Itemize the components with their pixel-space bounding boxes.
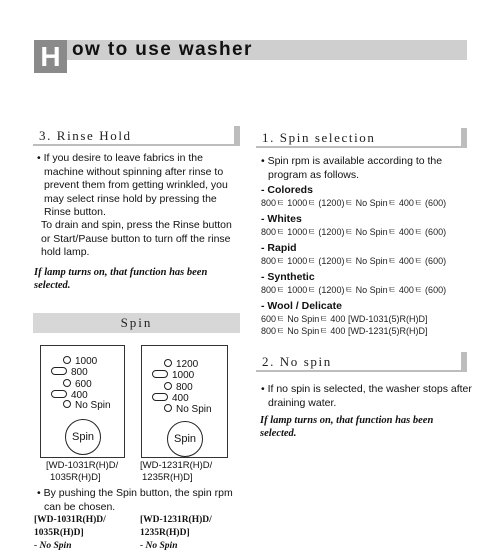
panel-2-caption [140,460,212,484]
option-label: 800 [176,382,193,393]
spin-selection-bullet-text: Spin rpm is available according to the program as follows. [267,155,443,181]
option-circle-icon [63,356,71,364]
program-item [261,242,471,271]
model-label: [WD-1031R(H)D/ [34,515,106,525]
spin-option [152,393,189,404]
spin-selection-heading [256,128,467,148]
spin-selection-bullet: • Spin rpm is available according to the program as follows. [261,155,443,181]
option-circle-icon [63,379,71,387]
spin-option [51,367,88,378]
spin-option [164,404,212,415]
option-line-icon [152,393,168,401]
spin-heading: Spin [33,313,240,333]
model-label: 1035R(H)D] [34,528,84,538]
rinse-hold-heading-text: 3. Rinse Hold [39,128,132,143]
option-circle-icon [164,382,172,390]
program-title: - Synthetic [261,271,315,283]
no-spin-heading [256,352,467,372]
caption-line: [WD-1231R(H)D/ [140,460,213,471]
option-label: 400 [71,390,88,401]
spin-button[interactable]: Spin [167,421,203,457]
model-label: [WD-1231R(H)D/ [140,515,212,525]
panel-1-caption [46,460,118,484]
rinse-hold-note: If lamp turns on, that function has been selected. [34,267,208,291]
program-title: - Rapid [261,242,297,254]
program-values: 600ㅌ No Spinㅌ 400 [WD-1031(5)R(H)D] [261,314,428,324]
program-values: 800ㅌ 1000ㅌ (1200)ㅌ No Spinㅌ 400ㅌ (600) [261,256,447,266]
spin-option [164,382,193,393]
program-item [261,271,471,300]
option-label: 1000 [172,370,195,381]
caption-line: 1235R(H)D] [142,472,193,483]
program-title: - Coloreds [261,184,313,196]
spin-option [63,379,92,390]
page-title: ow to use washer [72,39,253,60]
no-spin-heading-text: 2. No spin [262,354,332,369]
spin-list-item: - No Spin [34,541,72,551]
no-spin-bullet: • If no spin is selected, the washer stops after draining water. [261,383,472,409]
spin-program-list [261,184,471,337]
program-item [261,300,471,337]
spin-bullet-text: By pushing the Spin button, the spin rpm can be chosen. [43,487,233,513]
spin-panel-1 [40,345,125,458]
program-title: - Whites [261,213,302,225]
rinse-hold-heading [33,126,240,146]
model-label: 1235R(H)D] [140,528,190,538]
option-label: 400 [172,393,189,404]
spin-option [63,356,97,367]
spin-button[interactable]: Spin [65,419,101,455]
option-line-icon [51,390,67,398]
option-circle-icon [63,400,71,408]
option-line-icon [51,367,67,375]
program-values: 800ㅌ No Spinㅌ 400 [WD-1231(5)R(H)D] [261,326,428,336]
spin-col-1 [34,514,106,553]
option-label: 800 [71,367,88,378]
program-values: 800ㅌ 1000ㅌ (1200)ㅌ No Spinㅌ 400ㅌ (600) [261,285,447,295]
option-circle-icon [164,359,172,367]
option-label: 1200 [176,359,199,370]
program-values: 800ㅌ 1000ㅌ (1200)ㅌ No Spinㅌ 400ㅌ (600) [261,198,447,208]
heading-cap [234,126,240,146]
no-spin-note: If lamp turns on, that function has been selected. [260,415,434,439]
program-values: 800ㅌ 1000ㅌ (1200)ㅌ No Spinㅌ 400ㅌ (600) [261,227,447,237]
option-label: 1000 [75,356,98,367]
option-label: No Spin [176,404,212,415]
caption-line: [WD-1031R(H)D/ [46,460,119,471]
spin-option [152,370,194,381]
rinse-hold-bullet: • If you desire to leave fabrics in the machine without spinning after rinse to prevent them from getting wrinkled, you may select rinse hold by pressing the Rinse button. [37,152,228,218]
program-item [261,213,471,242]
option-label: No Spin [75,400,111,411]
option-circle-icon [164,404,172,412]
program-title: - Wool / Delicate [261,300,342,312]
heading-cap [461,128,467,148]
option-line-icon [152,370,168,378]
spin-option [164,359,198,370]
rinse-hold-bullet-text: If you desire to leave fabrics in the machine without spinning after rinse to prevent them from getting wrinkled, you may select rinse hold by pressing the Rinse button. [43,152,228,218]
header-initial-letter: H [34,40,67,73]
caption-line: 1035R(H)D] [50,472,101,483]
rinse-hold-para: To drain and spin, press the Rinse button or Start/Pause button to turn off the rinse hold lamp. [41,219,232,258]
spin-selection-heading-text: 1. Spin selection [262,130,376,145]
spin-panel-2 [141,345,228,458]
spin-col-2 [140,514,212,553]
heading-cap [461,352,467,372]
spin-bullet: • By pushing the Spin button, the spin rpm can be chosen. [37,487,233,513]
program-item [261,184,471,213]
no-spin-bullet-text: If no spin is selected, the washer stops after draining water. [267,383,472,409]
spin-list-item: - No Spin [140,541,178,551]
option-label: 600 [75,379,92,390]
spin-option [63,400,111,411]
